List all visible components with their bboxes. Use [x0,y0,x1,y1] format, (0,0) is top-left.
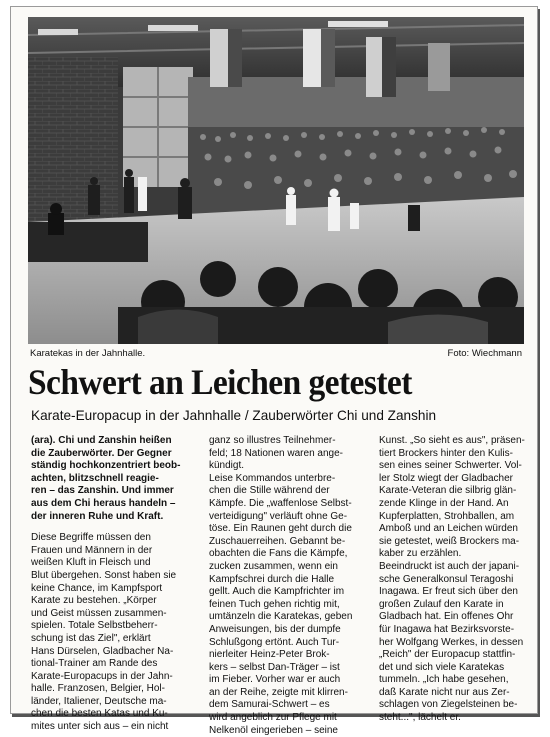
text-line: Karate-Veteran die silbrig glän- [379,485,517,497]
text-line: steht...", lächelt er. [379,712,461,724]
text-line: ren – das Zanshin. Und immer [31,485,174,497]
text-line: Kampfschrei durch die Halle [209,573,335,585]
text-line: Karate-Europacups in der Jahn- [31,670,173,682]
article-column-3 [379,435,539,725]
text-line: Blut übergehen. Sonst haben sie [31,569,177,581]
text-line: achten, blitzschnell reagie- [31,472,159,484]
text-line: ganz so illustres Teilnehmer- [209,435,336,446]
text-line: schung ist das Ziel", erklärt [31,632,151,644]
text-line: kündigt. [209,460,245,472]
text-line: im Fieber. Vorher war er auch [209,674,341,686]
text-line: wird angeblich zur Pflege mit [209,712,337,724]
text-line: keine Chance, im Kampfsport [31,582,163,594]
text-line: tional-Trainer am Rande des [31,658,158,670]
text-line: „Reich" der Europacup stattfin- [379,649,516,661]
newspaper-clipping [10,6,538,736]
text-line: ständig hochkonzentriert beob- [31,460,181,472]
photo-caption-bar [28,347,524,361]
text-line: Kämpfe. Die „waffenlose Selbst- [209,497,352,509]
text-line: daß Karate nicht nur aus Zer- [379,686,510,698]
article-column-2 [209,435,369,737]
photo-credit: Foto: Wiechmann [447,348,522,359]
text-line: feld; 18 Nationen waren ange- [209,447,343,459]
text-line: mites unter sich aus – ein nicht [31,721,169,733]
text-line: sie getestet, weiß Brockers ma- [379,535,520,547]
text-line: sche Generalkonsul Teragoshi [379,573,514,585]
text-line: obachten die Fans die Kämpfe, [209,548,348,560]
text-line: feinen Tuch gehen richtig mit, [209,598,340,610]
text-line: tummeln. „Ich habe gesehen, [379,674,509,686]
text-line: großen Zulauf den Karate in [379,598,504,610]
text-line: gellt. Auch die Kampfrichter im [209,586,345,598]
text-line: Hans Dürselen, Gladbacher Na- [31,645,174,657]
text-line: ler Stolz wiegt der Gladbacher [379,472,513,484]
text-line: an der Reihe, zeigte mit klirren- [209,686,348,698]
text-line: weißen Kluft in Fleisch und [31,557,151,569]
text-line: tiert Brockers hinter den Kulis- [379,447,513,459]
text-line: Diese Begriffe müssen den [31,532,151,544]
photo-caption: Karatekas in der Jahnhalle. [30,348,146,359]
paragraph-gap [31,523,191,532]
text-line: sen eines seiner Schwerter. Vol- [379,460,522,472]
sports-hall-photo [28,17,524,344]
text-line: töse. Ein Raunen geht durch die [209,523,352,535]
text-line: Gladbach hat. Ein offenes Ohr [379,611,514,623]
text-line: Karate zu bestehen. „Körper [31,595,157,607]
text-line: Schlußgong ertönt. Auch Tur- [209,636,340,648]
text-line: her Wolfgang Werkes, in dessen [379,636,524,648]
text-line: umtänzeln die Karatekas, geben [209,611,353,623]
text-line: dem Samurai-Schwert – es [209,699,330,711]
text-line: und Geist müssen zusammen- [31,607,167,619]
text-line: Nelkenöl eingerieben – seine [209,724,338,736]
text-line: der inneren Ruhe und Kraft. [31,510,164,522]
article-photo [28,17,524,344]
article-subheadline: Karate-Europacup in der Jahnhalle / Zauberwörter Chi und Zanshin [31,408,437,423]
text-line: chen die besten Katas und Ku- [31,708,168,720]
text-line: zende Klinge in der Hand. An [379,497,509,509]
text-line: Inagawa. Er freut sich über den [379,586,518,598]
text-line: Leise Kommandos unterbre- [209,472,336,484]
text-line: chen die Stille während der [209,485,330,497]
text-line: länder, Italiener, Deutsche ma- [31,695,167,707]
text-line: Kupferplatten, Strohballen, am [379,510,515,522]
text-line: Zuschauerreihen. Gebannt be- [209,535,346,547]
text-line: kers – selbst Dan-Träger – ist [209,661,340,673]
article-headline: Schwert an Leichen getestet [28,362,412,402]
text-line: Anweisungen, bis der dumpfe [209,623,341,635]
text-line: die Zauberwörter. Der Gegner [31,447,172,459]
text-line: det und sich viele Karatekas [379,661,505,673]
text-line: Amboß und an Leichen würden [379,523,518,535]
text-line: halle. Franzosen, Belgier, Hol- [31,683,165,695]
text-line: aus dem Chi heraus handeln – [31,497,176,509]
article-body [31,435,527,736]
text-line: Beeindruckt ist auch der japani- [379,560,520,572]
text-line: schlagen von Ziegelsteinen be- [379,699,518,711]
text-line: verteidigung" verläuft ohne Ge- [209,510,348,522]
text-line: zucken zusammen, wenn ein [209,560,338,572]
text-line: für Inagawa hat Bezirksvorste- [379,623,515,635]
text-line: Frauen und Männern in der [31,544,153,556]
text-line: Kunst. „So sieht es aus", präsen- [379,435,525,446]
text-line: (ara). Chi und Zanshin heißen [31,435,172,446]
text-line: spielen. Totale Selbstbeherr- [31,620,158,632]
article-column-1 [31,435,191,734]
text-line: nierleiter Heinz-Peter Brok- [209,649,330,661]
text-line: kaber zu erzählen. [379,548,462,560]
